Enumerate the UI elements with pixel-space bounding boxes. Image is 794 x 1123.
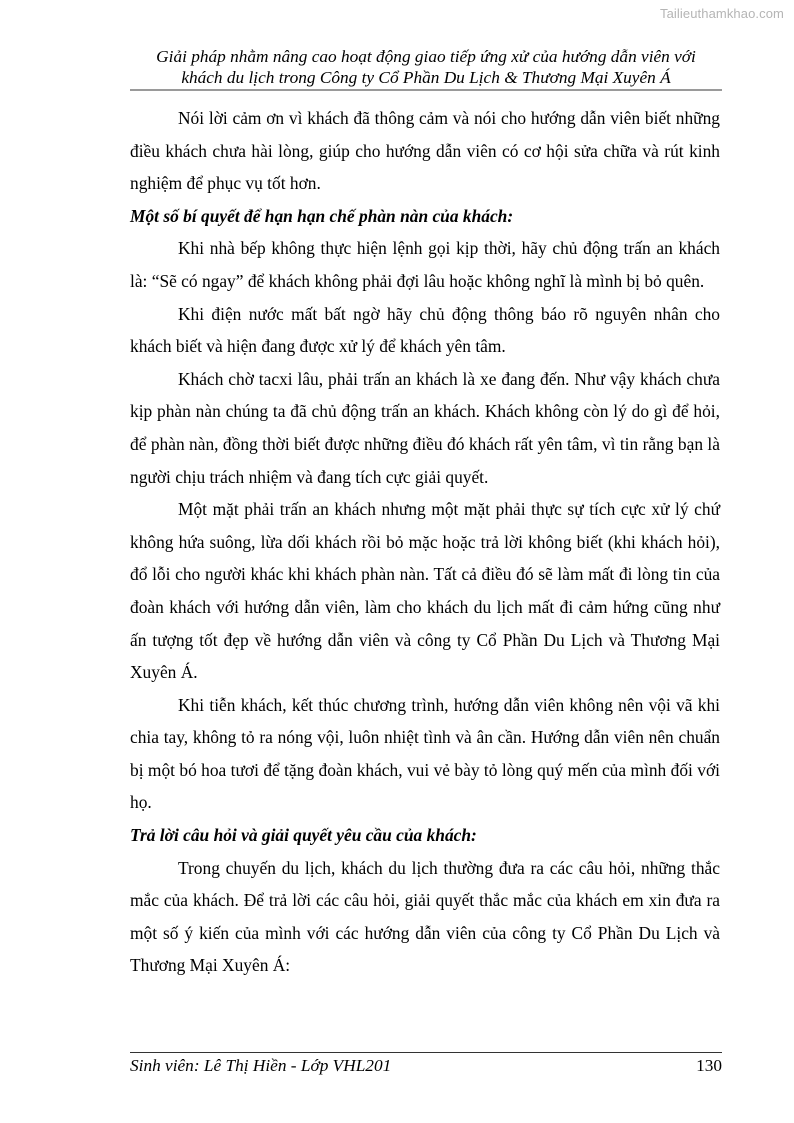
paragraph: Khi điện nước mất bất ngờ hãy chủ động thông báo rõ nguyên nhân cho khách biết và hiện đang được xử lý để khách yên tâm.: [130, 303, 720, 357]
footer-author: Sinh viên: Lê Thị Hiền - Lớp VHL201: [130, 1056, 392, 1075]
header-line-1: Giải pháp nhằm nâng cao hoạt động giao tiếp ứng xử của hướng dẫn viên với: [156, 47, 696, 66]
paragraph: Khi nhà bếp không thực hiện lệnh gọi kịp thời, hãy chủ động trấn an khách là: “Sẽ có ngay” để khách không phải đợi lâu hoặc không nghĩ là mình bị bỏ quên.: [130, 238, 720, 291]
footer-divider: [130, 1052, 722, 1053]
paragraph: Trong chuyến du lịch, khách du lịch thường đưa ra các câu hỏi, những thắc mắc của khách. Để trả lời các câu hỏi, giải quyết thắc mắc của khách em xin đưa ra một số ý kiến của mình với các hướng dẫn viên của công ty Cổ Phần Du Lịch và Thương Mại Xuyên Á:: [130, 857, 720, 976]
header-divider: [130, 89, 722, 91]
paragraph: Khách chờ tacxi lâu, phải trấn an khách là xe đang đến. Như vậy khách chưa kịp phàn nàn chúng ta đã chủ động trấn an khách. Khách không còn lý do gì để hỏi, để phàn nàn, đồng thời biết được những điều đó khách rất yên tâm, vì tin rằng bạn là người chịu trách nhiệm và đang tích cực giải quyết.: [130, 368, 720, 487]
running-header: [130, 46, 722, 88]
watermark: Tailieuthamkhao.com: [659, 6, 784, 21]
paragraph: Một mặt phải trấn an khách nhưng một mặt phải thực sự tích cực xử lý chứ không hứa suông, lừa dối khách rồi bỏ mặc hoặc trả lời không biết (khi khách hỏi), đổ lỗi cho người khác khi khách phàn nàn. Tất cả điều đó sẽ làm mất đi lòng tin của đoàn khách với hướng dẫn viên, làm cho khách du lịch mất đi cảm hứng cũng như ấn tượng tốt đẹp về hướng dẫn viên và công ty Cổ Phần Du Lịch và Thương Mại Xuyên Á.: [130, 499, 720, 683]
paragraph: Khi tiễn khách, kết thúc chương trình, hướng dẫn viên không nên vội vã khi chia tay, không tỏ ra nóng vội, luôn nhiệt tình và ân cần. Hướng dẫn viên nên chuẩn bị một bó hoa tươi để tặng đoàn khách, vui vẻ bày tỏ lòng quý mến của mình đối với họ.: [130, 694, 720, 813]
section-heading: Một số bí quyết để hạn hạn chế phàn nàn của khách:: [130, 205, 514, 226]
document-body: [130, 102, 720, 982]
header-line-2: khách du lịch trong Công ty Cổ Phần Du Lịch & Thương Mại Xuyên Á: [181, 68, 671, 87]
page-number: 130: [696, 1056, 722, 1075]
section-heading: Trả lời câu hỏi và giải quyết yêu cầu của khách:: [130, 825, 477, 846]
running-footer: [130, 1055, 722, 1077]
paragraph: Nói lời cảm ơn vì khách đã thông cảm và nói cho hướng dẫn viên biết những điều khách chưa hài lòng, giúp cho hướng dẫn viên có cơ hội sửa chữa và rút kinh nghiệm để phục vụ tốt hơn.: [130, 108, 720, 194]
